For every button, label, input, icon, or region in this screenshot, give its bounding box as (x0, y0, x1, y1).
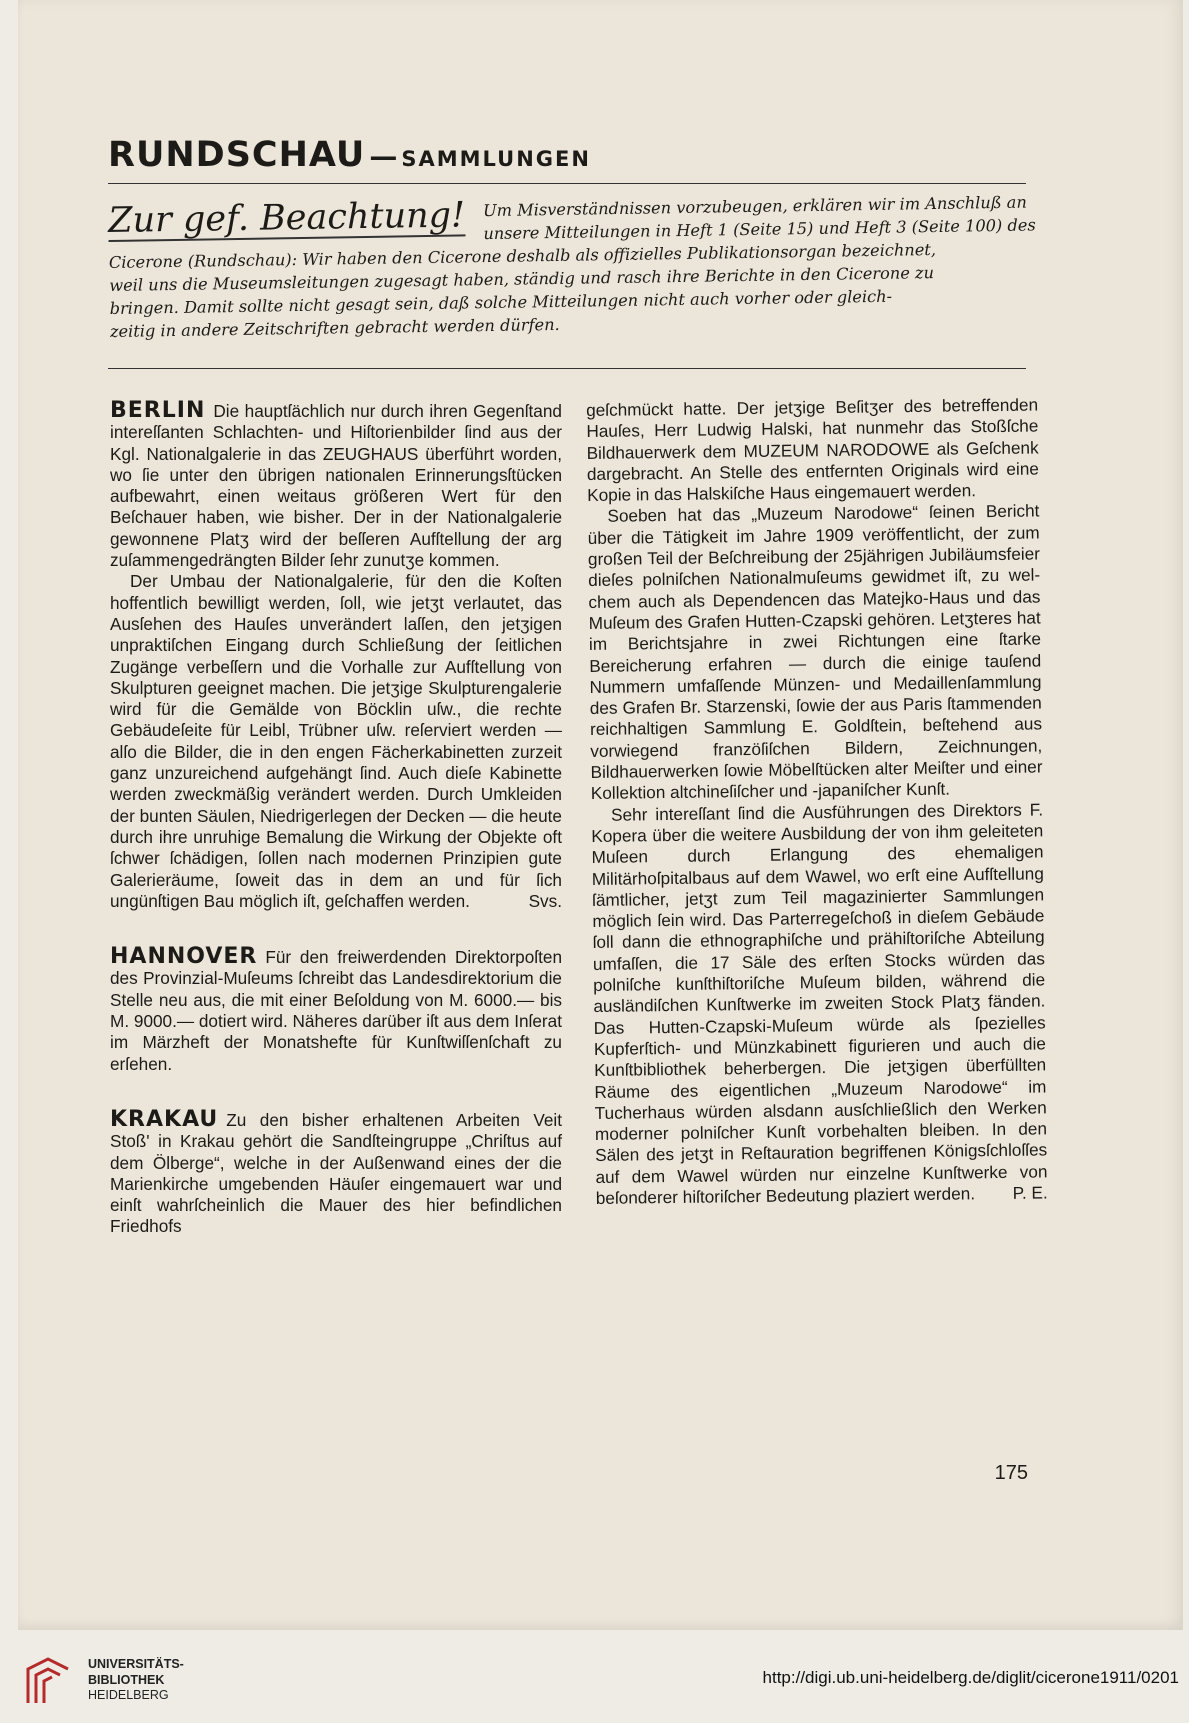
library-name-line: HEIDELBERG (88, 1688, 169, 1702)
heading-hannover: HANNOVER (110, 944, 258, 970)
heading-krakau: KRAKAU (110, 1106, 219, 1132)
library-name (88, 1657, 184, 1704)
footer-bar (0, 1640, 1189, 1723)
section-berlin (110, 400, 562, 912)
header-rule (108, 183, 1026, 184)
museum-report-paragraph: Soeben hat das „Muzeum Narodowe“ ſeinen Bericht über die Tätigkeit im Jahre 1909 veröffentlicht, der zum großen Teil der Beſchreibung der 25jährigen Jubiläumsfeier dieſes polniſchen Nationalmuſeums gewidmet iſt, zu welchem auch als Dependencen das Matejko-Haus und das Muſeum des Grafen Hutten-Czapski gehören. Letʒteres hat im Berichtsjahre in zwei Richtungen eine ſtarke Bereicherung erfahren — durch die einige tauſend Nummern umfaſſende Münzen- und Medaillenſammlung des Grafen Br. Starzenski, ſowie der aus Paris ſtammenden reichhaltigen Sammlung E. Goldſtein, beſtehend aus vorwiegend franzöſiſchen Bildern, Zeichnungen, Bildhauerwerken ſowie Möbelſtücken alter Meiſter und einer Kollektion altchineſiſcher und -japaniſcher Kunſt. (587, 500, 1043, 804)
section-krakau (110, 1106, 562, 1238)
section-subtitle: SAMMLUNGEN (401, 147, 591, 171)
right-column (586, 394, 1048, 1209)
notice-line: Cicerone (Rundschau): Wir haben den Cicerone deshalb als offizielles Publikationsorgan bezeichnet, (108, 240, 937, 272)
library-name-line: UNIVERSITÄTS- (88, 1657, 184, 1671)
berlin-paragraph-2: Der Umbau der Nationalgalerie, für den die Koſten hoffentlich bewilligt werden, ſoll, wie jetʒt verlautet, das Ausſehen des Hauſes unverändert laſſen, den jetʒigen unpraktiſchen Eingang durch Schließung der ſeitlichen Zugänge verbeſſern und die Vorhalle zur Aufſtellung von Skulpturen geeignet machen. Die jetʒige Skulpturengalerie wird für die Gemälde von Böcklin uſw., die rechte Gebäudeſeite für Leibl, Trübner uſw. reſerviert werden — alſo die Bilder, die in den engen Fächerkabinetten zurzeit ganz unzureichend aufgehängt ſind. Auch dieſe Kabinette werden zweckmäßig verändert werden. Durch Umkleiden der bunten Säulen, Niedrigerlegen der Decken — die heute durch ihre unruhige Bemalung die Wirkung der Objekte oft ſchwer ſchädigen, ſollen nach modernen Prinzipien gute Galerieräume, ſoweit das in dem an und für ſich ungünſtigen Bau möglich iſt, geſchaffen werden. (110, 571, 562, 911)
notice-title: Zur gef. Beachtung! (107, 195, 466, 241)
right-signature: P. E. (1012, 1182, 1048, 1203)
heading-berlin: BERLIN (110, 398, 206, 423)
page-number: 175 (994, 1462, 1028, 1484)
notice-line: weil uns die Museumsleitungen zugesagt haben, ständig und rasch ihre Berichte in den Cicerone zu (109, 263, 935, 295)
notice-line: unsere Mitteilungen in Heft 1 (Seite 15) und Heft 3 (Seite 100) des (483, 215, 1036, 244)
notice-rule (108, 368, 1026, 369)
section-title: RUNDSCHAU (108, 135, 366, 175)
krakau-continuation: geſchmückt hatte. Der jetʒige Beſitʒer des betreffenden Hauſes, Herr Ludwig Halski, hat nunmehr das Stoßſche Bildhauerwerk dem MUZEUM NARODOWE als Geſchenk dargebracht. An Stelle des entfernten Originals wird eine Kopie in das Halskiſche Haus eingemauert werden. (586, 394, 1039, 506)
krakau-paragraph: Zu den bisher erhaltenen Arbeiten Veit Stoß' in Krakau gehört die Sandſteingruppe „Chriſtus auf dem Ölberge“, welche in der Außenwand eines der die Marienkirche umgebenden Häuſer eingemauert war und einſt wahrſcheinlich die Mauer des hier befindlichen Friedhofs (110, 1109, 562, 1237)
scanned-page (18, 0, 1183, 1630)
hannover-paragraph: Für den freiwerdenden Direktorpoſten des Provinzial-Muſeums ſchreibt das Landesdirektorium die Stelle neu aus, die mit einer Beſoldung von M. 6000.— bis M. 9000.— dotiert wird. Näheres darüber iſt aus dem Inſerat im Märzheft der Monatshefte für Kunſtwiſſenſchaft zu erſehen. (110, 947, 562, 1074)
header-dash: — (369, 140, 398, 173)
notice-line: zeitig in andere Zeitschriften gebracht werden dürfen. (109, 314, 560, 341)
notice-box (107, 191, 1036, 343)
source-url-link[interactable]: http://digi.ub.uni-heidelberg.de/diglit/cicerone1911/0201 (762, 1668, 1179, 1687)
page-header (108, 135, 1028, 175)
berlin-signature: Svs. (528, 890, 562, 911)
left-column (110, 400, 562, 1262)
library-logo-icon[interactable] (24, 1655, 72, 1707)
notice-line: Um Misverständnissen vorzubeugen, erklären wir im Anschluß an (482, 192, 1027, 221)
berlin-paragraph-1: Die hauptſächlich nur durch ihren Gegenſtand intereſſanten Schlachten- und Hiſtorienbilder ſind aus der Kgl. Nationalgalerie in das ZEUGHAUS überführt worden, wo ſie unter den übrigen nationalen Erinnerungsſtücken aufbewahrt, einen weitaus größeren Wert für den Beſchauer haben, wie bisher. Der in der Nationalgalerie gewonnene Platʒ wird der beſſeren Aufſtellung der arg zuſammengedrängten Bilder ſehr zunutʒe kommen. (110, 401, 562, 571)
library-name-line: BIBLIOTHEK (88, 1672, 165, 1687)
kopera-paragraph: Sehr intereſſant ſind die Ausführungen des Direktors F. Kopera über die weitere Ausbildung der von ihm geleiteten Muſeen durch Erlangung des ehemaligen Militärhoſpitalbaus auf dem Wawel, wo erſt eine Aufſtellung ſämtlicher, jetʒt zum Teil magazinierter Sammlungen möglich ſein wird. Das Parterregeſchoß in dieſem Gebäude ſoll dann die ethnographiſche und prähiſtoriſche Abteilung umfaſſen, die 17 Säle des erſten Stocks würden das polniſche kunſthiſtoriſche Muſeum bilden, während die ausländiſchen Kunſtwerke im zweiten Stock Platʒ fänden. Das Hutten-Czapski-Muſeum würde als ſpezielles Kupferſtich- und Münzkabinett figurieren und auch die Kunſtbibliothek beherbergen. Die jetʒigen überfüllten Räume des eigentlichen „Muzeum Narodowe“ im Tucherhaus würden alsdann ausſchließlich den Werken moderner polniſcher Kunſt vorbehalten bleiben. In den Sälen des jetʒt in Reſtauration begriffenen Königsſchloſſes auf dem Wawel würden nur einzelne Kunſtwerke von beſonderer hiſtoriſcher Bedeutung plaziert werden. (591, 799, 1048, 1208)
notice-line: bringen. Damit sollte nicht gesagt sein, daß solche Mitteilungen nicht auch vorher oder gleich- (109, 286, 893, 318)
section-hannover (110, 946, 562, 1075)
